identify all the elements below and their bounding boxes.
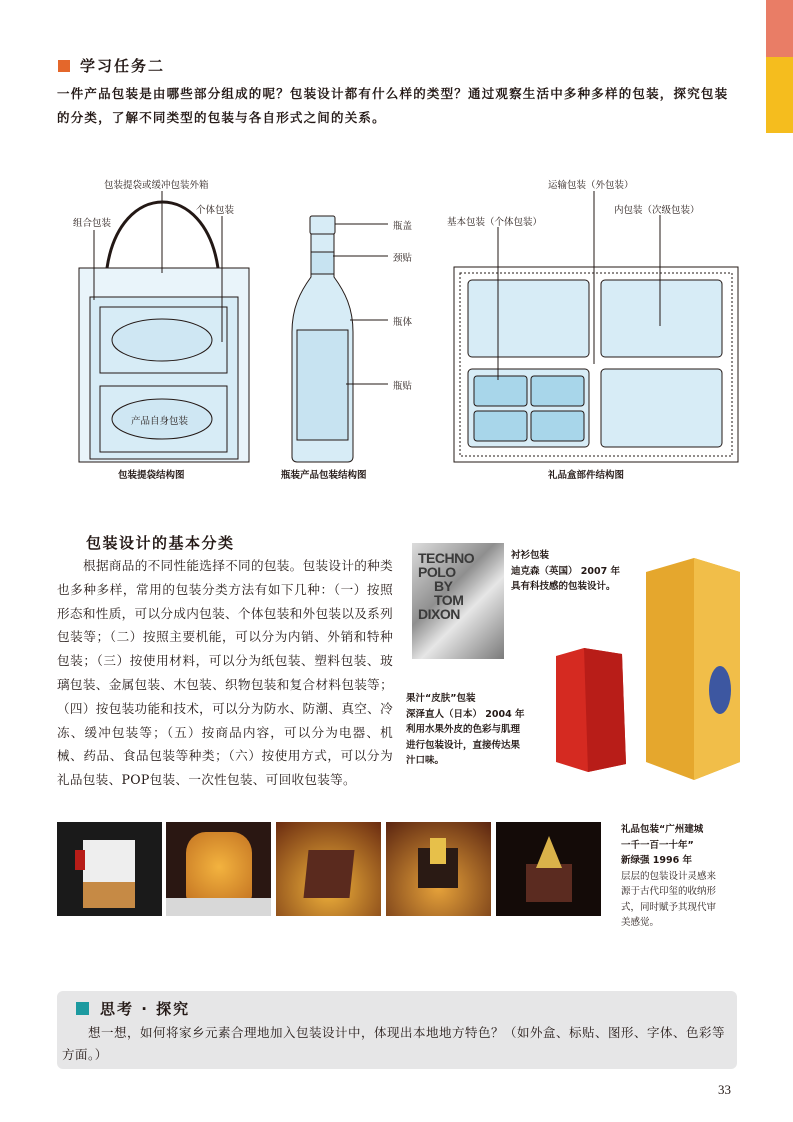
gift-photo-1 (57, 822, 162, 916)
shirt-package-photo: TECHNO POLO BY TOM DIXON (412, 543, 504, 659)
section-square-icon (58, 60, 70, 72)
corner-tab-top (766, 0, 793, 57)
gift-package-note: 礼品包装“广州建城 一千一百一十年” 新绿强 1996 年 层层的包装设计灵感来 源于古代印玺的收纳形 式，同时赋予其现代审 美感觉。 (621, 824, 717, 928)
think-title: 思考 · 探究 (100, 1000, 191, 1018)
label-bottle-cap: 瓶盖 (393, 221, 413, 232)
label-bag-outer: 包装提袋或缓冲包装外箱 (104, 180, 209, 191)
caption-bag: 包装提袋结构图 (118, 470, 185, 481)
giftbox-diagram (454, 191, 738, 462)
gift-photo-2 (166, 822, 271, 916)
label-bottle-body: 瓶体 (393, 317, 413, 328)
juice-package-note: 果汁“皮肤”包装 深泽直人（日本） 2004 年 利用水果外皮的色彩与肌理 进行包装设计，直接传达果 汁口味。 (406, 693, 525, 766)
classification-body: 根据商品的不同性能选择不同的包装。包装设计的种类也多种多样，常用的包装分类方法有如下几种：（一）按照形态和性质，可以分成内包装、个体包装和外包装以及系列包装等；（二）按照主要机能，可以分为内销、外销和特种包装；（三）按使用材料，可以分为纸包装、塑料包装、玻璃包装、金属包装、木包装、织物包装和复合材料包装等；（四）按包装功能和技术，可以分为防水、防潮、真空、冷冻、缓冲包装等；（五）按商品内容，可以分为电器、机械、药品、食品包装等种类；（六）按使用方式，可以分为礼品包装、POP包装、一次性包装、可回收包装等。 (57, 558, 393, 788)
label-inner-pack: 内包装（次级包装） (614, 205, 700, 216)
gift-photo-3 (276, 822, 381, 916)
corner-tab-bottom (766, 57, 793, 133)
classification-heading: 包装设计的基本分类 (86, 534, 235, 552)
gift-photo-4 (386, 822, 491, 916)
think-square-icon (76, 1002, 89, 1015)
label-bottle-neck: 颈贴 (393, 253, 413, 264)
think-text: 想一想，如何将家乡元素合理地加入包装设计中，体现出本地地方特色？（如外盒、标贴、图形、字体、色彩等方面。） (62, 1025, 726, 1062)
intro-text: 一件产品包装是由哪些部分组成的呢？包装设计都有什么样的类型？通过观察生活中多种多样的包装，探究包装的分类，了解不同类型的包装与各自形式之间的关系。 (57, 86, 729, 125)
caption-bottle: 瓶装产品包装结构图 (281, 470, 367, 481)
section-title: 学习任务二 (80, 57, 166, 75)
caption-giftbox: 礼品盒部件结构图 (548, 470, 625, 481)
page-number: 33 (718, 1082, 731, 1097)
juice-packages-photo (544, 550, 784, 790)
label-single-pack: 个体包装 (196, 205, 235, 216)
label-combo-pack: 组合包装 (73, 218, 112, 229)
label-transport-pack: 运输包装（外包装） (548, 180, 634, 191)
label-basic-pack: 基本包装（个体包装） (447, 217, 543, 228)
label-product-pack: 产品自身包装 (131, 416, 189, 427)
gift-photo-5 (496, 822, 601, 916)
label-bottle-sticker: 瓶贴 (393, 381, 413, 392)
shirt-package-note: 衬衫包装 迪克森（英国） 2007 年 具有科技感的包装设计。 (511, 550, 621, 592)
bottle-diagram (292, 216, 388, 462)
